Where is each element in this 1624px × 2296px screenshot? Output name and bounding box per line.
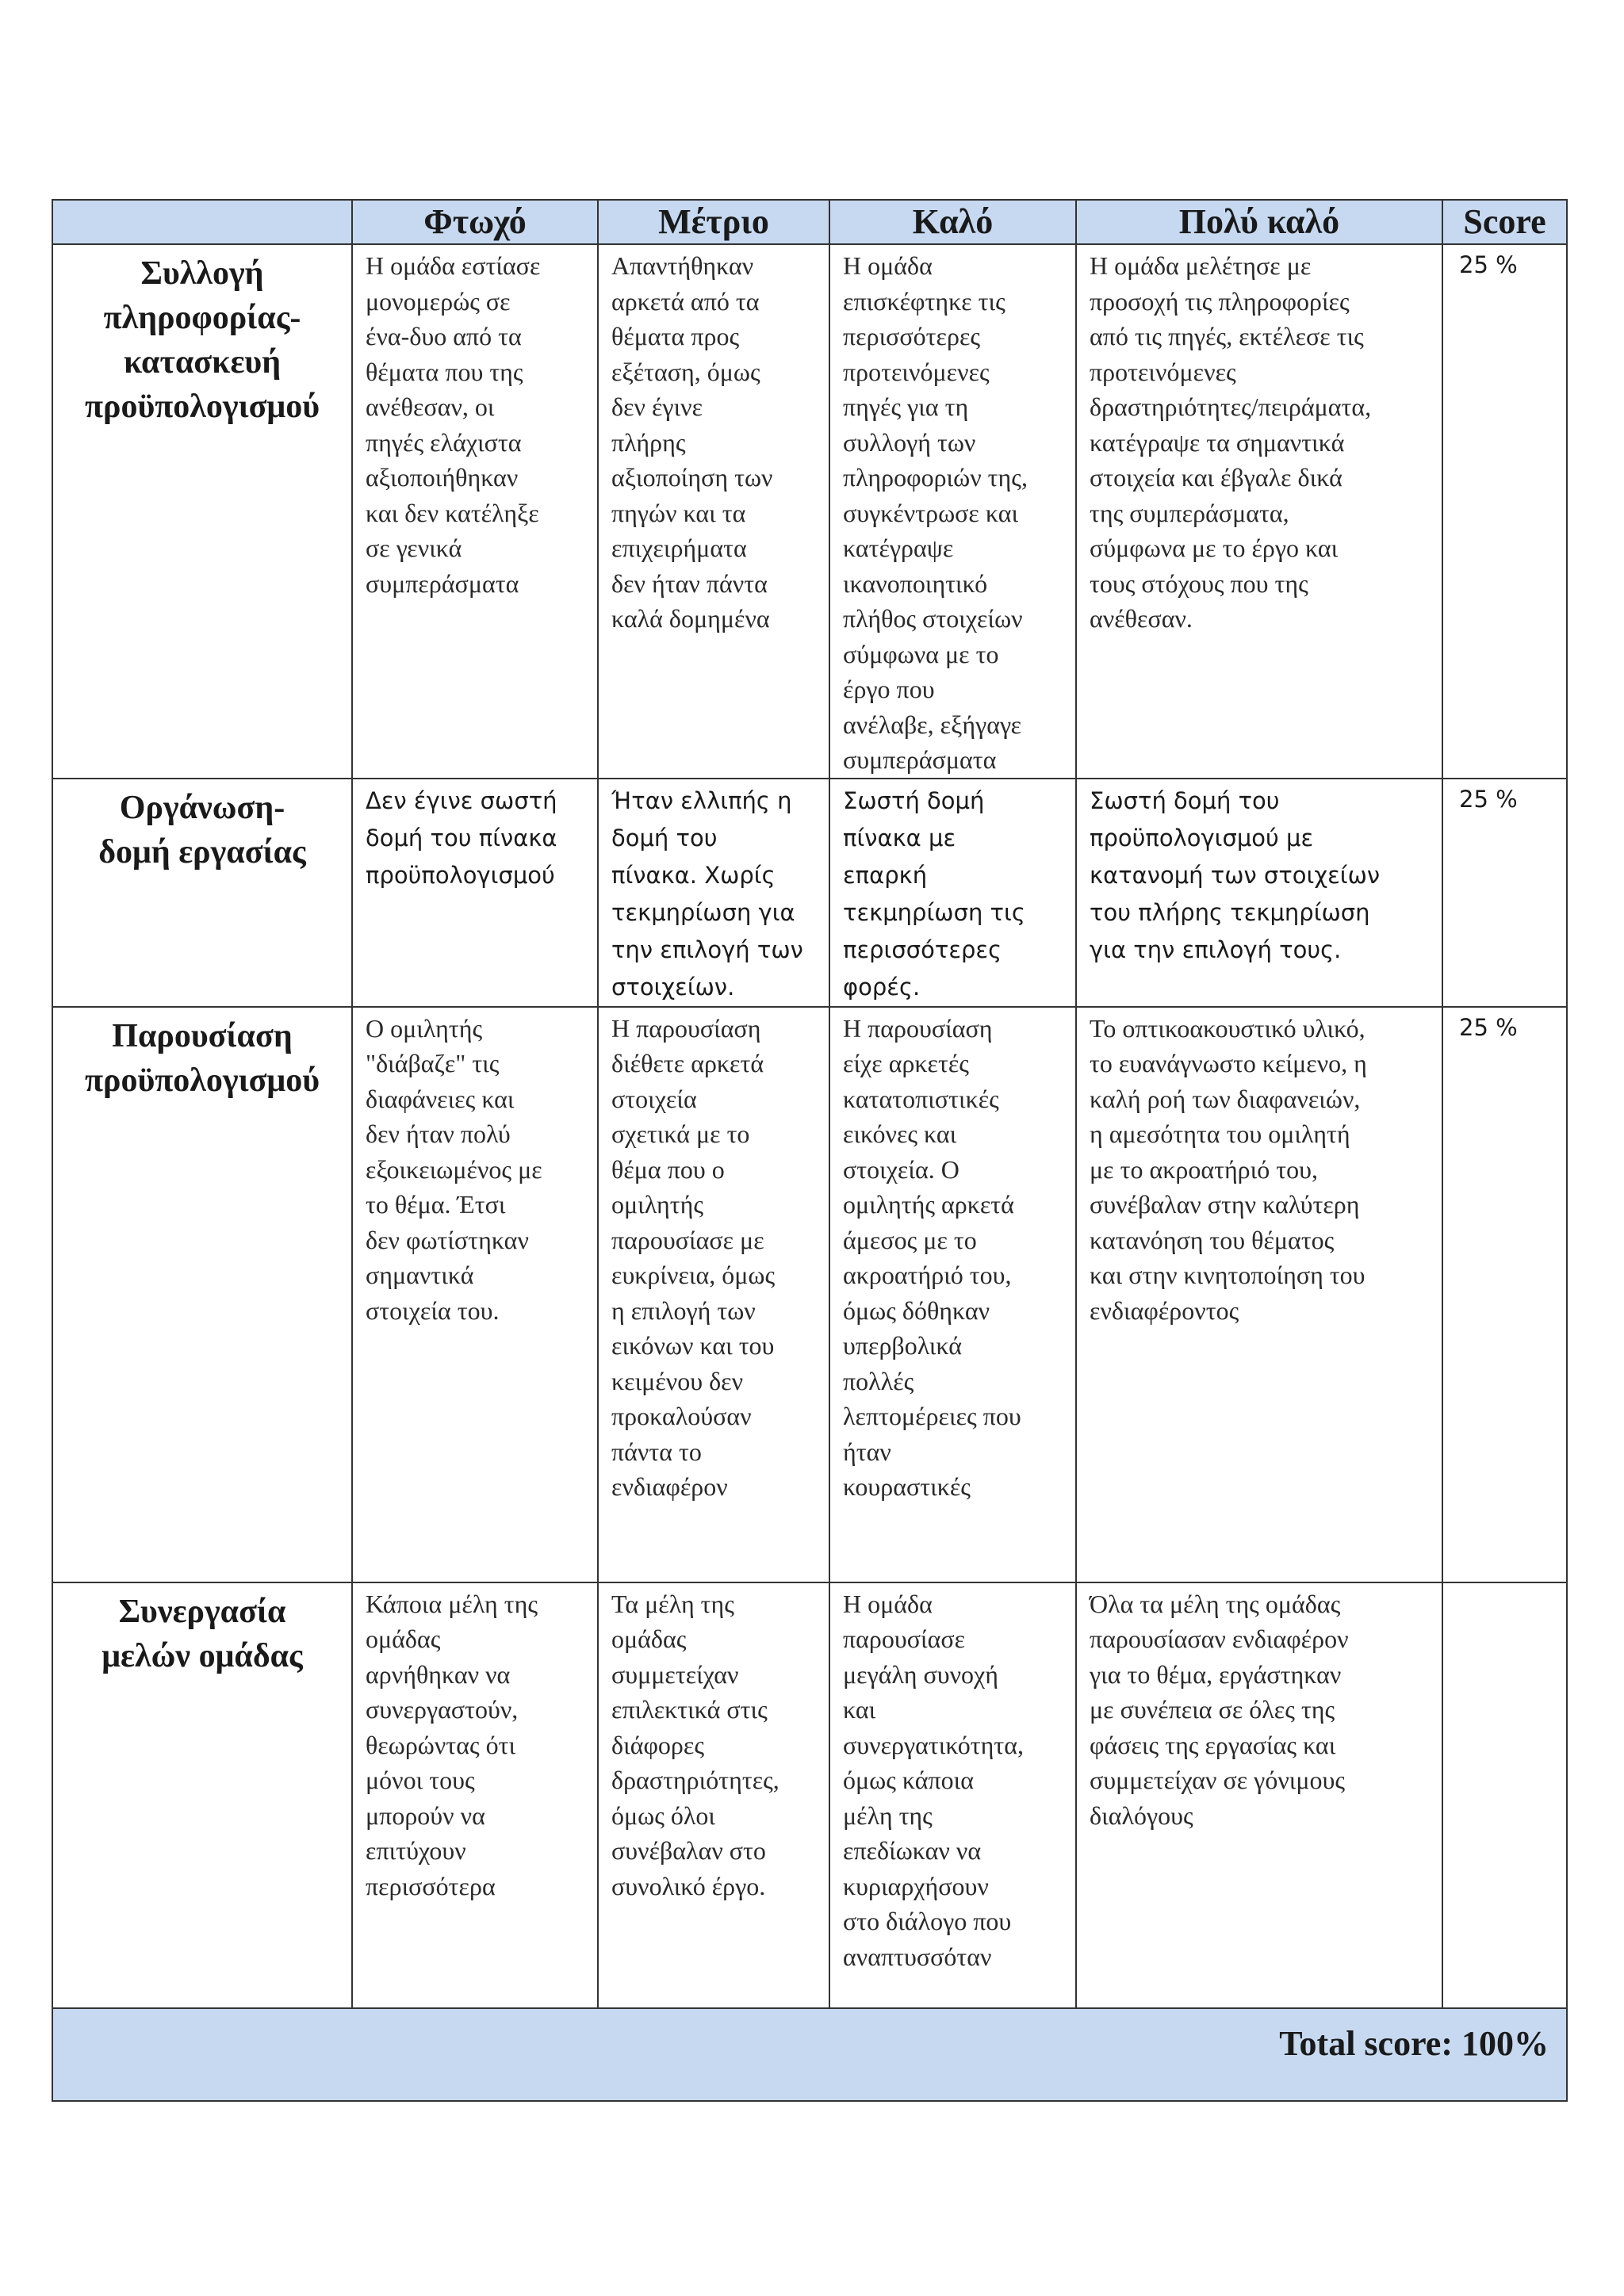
poor-cell: Κάποια μέλη της ομάδας αρνήθηκαν να συνεργαστούν, θεωρώντας ότι μόνοι τους μπορούν να επιτύχουν περισσότερα	[352, 1582, 598, 2008]
criterion-cell: Συλλογή πληροφορίας- κατασκευή προϋπολογισμού	[52, 244, 352, 779]
score-cell	[1442, 1582, 1567, 2008]
header-fair: Μέτριο	[598, 200, 829, 244]
very-good-cell: Όλα τα μέλη της ομάδας παρουσίασαν ενδιαφέρον για το θέμα, εργάστηκαν με συνέπεια σε όλες της φάσεις της εργασίας και συμμετείχαν σε γόνιμους διαλόγους	[1076, 1582, 1442, 2008]
total-row	[52, 2008, 1567, 2101]
score-cell: 25 %	[1442, 1007, 1567, 1582]
poor-cell: Ο ομιλητής "διάβαζε" τις διαφάνειες και δεν ήταν πολύ εξοικειωμένος με το θέμα. Έτσι δεν φωτίστηκαν σημαντικά στοιχεία του.	[352, 1007, 598, 1582]
very-good-cell: Σωστή δομή του προϋπολογισμού με κατανομή των στοιχείων του πλήρης τεκμηρίωση για την επιλογή τους.	[1076, 779, 1442, 1007]
header-criterion	[52, 200, 352, 244]
header-poor: Φτωχό	[352, 200, 598, 244]
header-good: Καλό	[829, 200, 1076, 244]
good-cell: Η παρουσίαση είχε αρκετές κατατοπιστικές εικόνες και στοιχεία. Ο ομιλητής αρκετά άμεσος με το ακροατήριό του, όμως δόθηκαν υπερβολικά πολλές λεπτομέρειες που ήταν κουραστικές	[829, 1007, 1076, 1582]
fair-cell: Ήταν ελλιπής η δομή του πίνακα. Χωρίς τεκμηρίωση για την επιλογή των στοιχείων.	[598, 779, 829, 1007]
very-good-cell: Η ομάδα μελέτησε με προσοχή τις πληροφορίες από τις πηγές, εκτέλεσε τις προτεινόμενες δραστηριότητες/πειράματα, κατέγραψε τα σημαντικά στοιχεία και έβγαλε δικά της συμπεράσματα, σύμφωνα με το έργο και τους στόχους που της ανέθεσαν.	[1076, 244, 1442, 779]
criterion-cell: Οργάνωση- δομή εργασίας	[52, 779, 352, 1007]
poor-cell: Δεν έγινε σωστή δομή του πίνακα προϋπολογισμού	[352, 779, 598, 1007]
poor-cell: Η ομάδα εστίασε μονομερώς σε ένα-δυο από τα θέματα που της ανέθεσαν, οι πηγές ελάχιστα αξιοποιήθηκαν και δεν κατέληξε σε γενικά συμπεράσματα	[352, 244, 598, 779]
header-score: Score	[1442, 200, 1567, 244]
table-row	[52, 779, 1567, 1007]
criterion-cell: Παρουσίαση προϋπολογισμού	[52, 1007, 352, 1582]
criterion-cell: Συνεργασία μελών ομάδας	[52, 1582, 352, 2008]
table-row	[52, 1582, 1567, 2008]
good-cell: Σωστή δομή πίνακα με επαρκή τεκμηρίωση τις περισσότερες φορές.	[829, 779, 1076, 1007]
very-good-cell: Το οπτικοακουστικό υλικό, το ευανάγνωστο κείμενο, η καλή ροή των διαφανειών, η αμεσότητα του ομιλητή με το ακροατήριό του, συνέβαλαν στην καλύτερη κατανόηση του θέματος και στην κινητοποίηση του ενδιαφέροντος	[1076, 1007, 1442, 1582]
good-cell: Η ομάδα επισκέφτηκε τις περισσότερες προτεινόμενες πηγές για τη συλλογή των πληροφοριών της, συγκέντρωσε και κατέγραψε ικανοποιητικό πλήθος στοιχείων σύμφωνα με το έργο που ανέλαβε, εξήγαγε συμπεράσματα	[829, 244, 1076, 779]
header-row	[52, 200, 1567, 244]
total-score: Total score: 100%	[52, 2008, 1567, 2101]
fair-cell: Η παρουσίαση διέθετε αρκετά στοιχεία σχετικά με το θέμα που ο ομιλητής παρουσίασε με ευκρίνεια, όμως η επιλογή των εικόνων και του κειμένου δεν προκαλούσαν πάντα το ενδιαφέρον	[598, 1007, 829, 1582]
table-row	[52, 1007, 1567, 1582]
score-cell: 25 %	[1442, 244, 1567, 779]
header-very-good: Πολύ καλό	[1076, 200, 1442, 244]
good-cell: Η ομάδα παρουσίασε μεγάλη συνοχή και συνεργατικότητα, όμως κάποια μέλη της επεδίωκαν να κυριαρχήσουν στο διάλογο που αναπτυσσόταν	[829, 1582, 1076, 2008]
score-cell: 25 %	[1442, 779, 1567, 1007]
table-row	[52, 244, 1567, 779]
fair-cell: Απαντήθηκαν αρκετά από τα θέματα προς εξέταση, όμως δεν έγινε πλήρης αξιοποίηση των πηγών και τα επιχειρήματα δεν ήταν πάντα καλά δομημένα	[598, 244, 829, 779]
rubric-table	[52, 199, 1568, 2102]
fair-cell: Τα μέλη της ομάδας συμμετείχαν επιλεκτικά στις διάφορες δραστηριότητες, όμως όλοι συνέβαλαν στο συνολικό έργο.	[598, 1582, 829, 2008]
